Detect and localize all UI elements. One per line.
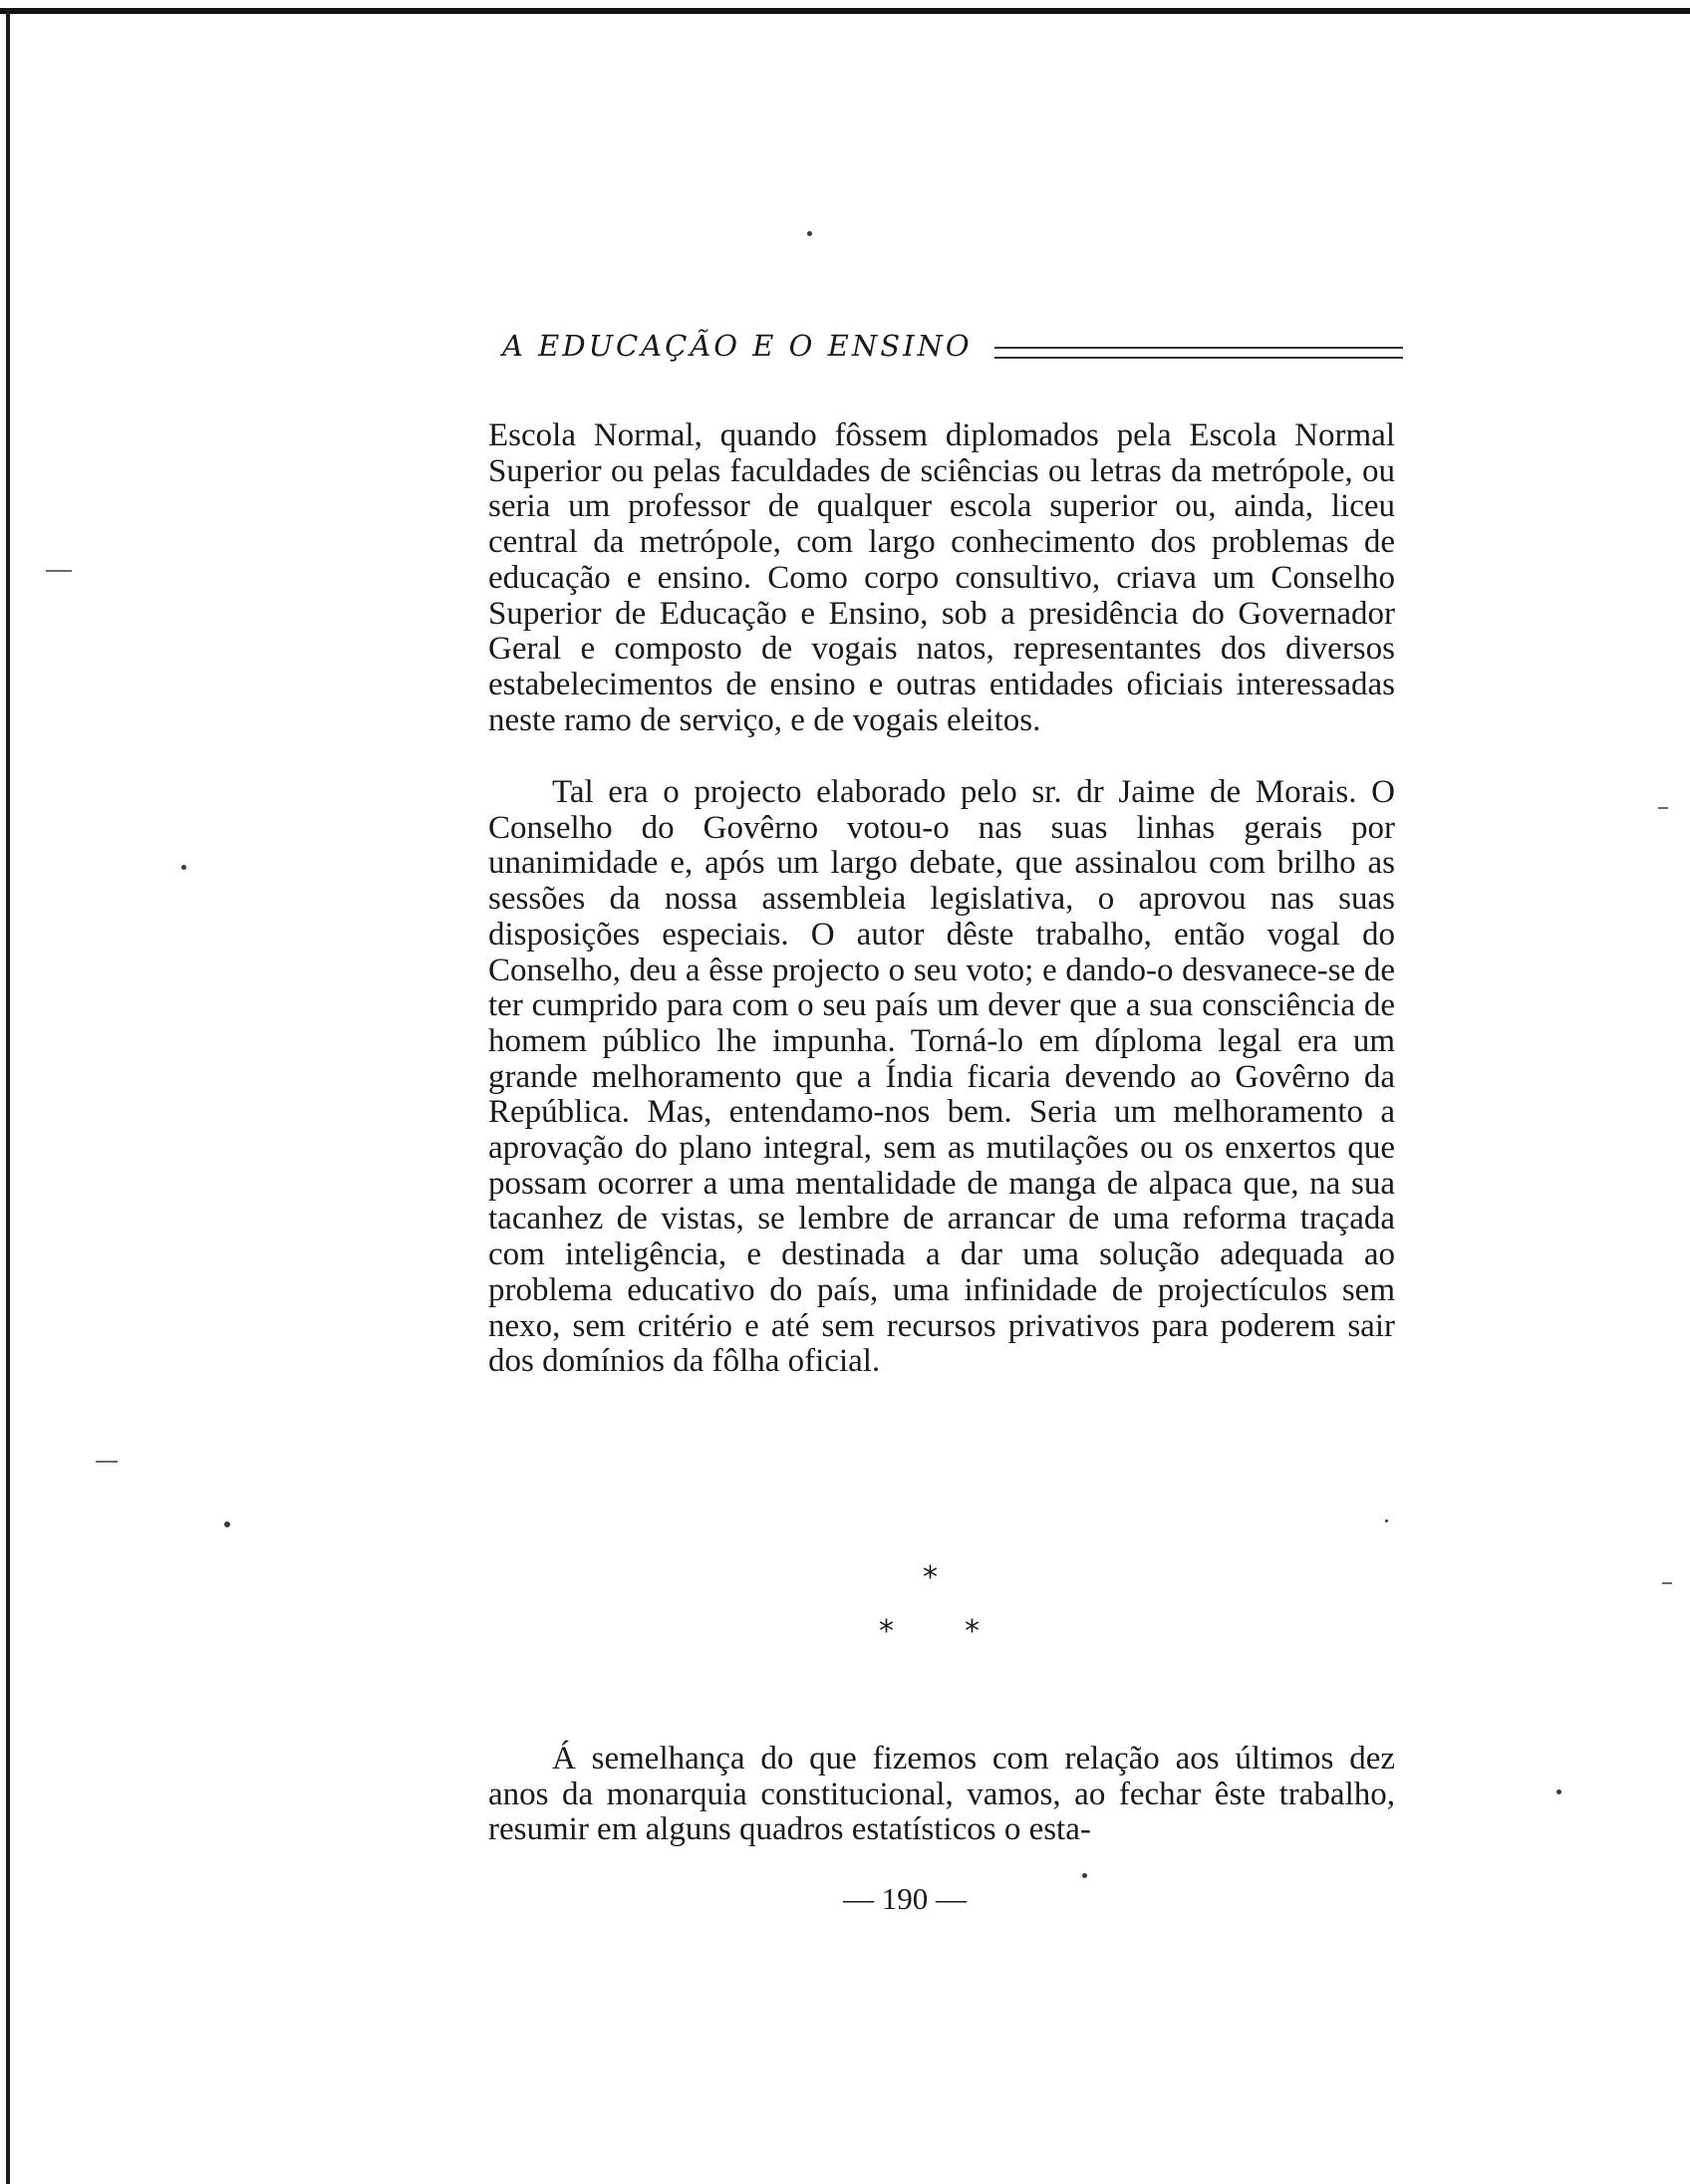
scan-speck (1556, 1789, 1561, 1794)
scan-speck (224, 1521, 230, 1527)
scan-speck (181, 865, 186, 870)
page-number: — 190 — (843, 1881, 967, 1916)
section-break-left-asterisk: * (879, 1614, 894, 1649)
scan-dash-mark (1658, 807, 1668, 809)
scan-dash-mark (1662, 1582, 1672, 1584)
scan-speck (807, 231, 812, 236)
running-header (502, 321, 1403, 371)
scan-speck (1082, 1873, 1087, 1878)
scan-border-top (0, 8, 1690, 14)
section-break-top-asterisk: * (923, 1560, 938, 1595)
header-rule (994, 347, 1403, 359)
body-paragraph (488, 418, 1395, 738)
body-paragraph (488, 775, 1395, 1380)
header-title: A EDUCAÇÃO E O ENSINO (502, 329, 973, 363)
paragraph-text: Tal era o projecto elaborado pelo sr. dr Jaime de Morais. O Conselho do Govêrno votou-o nas suas linhas gerais por unanimidade e, após um largo debate, que assinalou com brilho as sessões da nossa assembleia legislativa, o aprovou nas suas disposições especiais. O autor dêste trabalho, então vogal do Conselho, deu a êsse projecto o seu voto; e dando-o desvanece-se de ter cumprido para com o seu país um dever que a sua consciência de homem público lhe impunha. Torná-lo em díploma legal era um grande melhoramento que a Índia ficaria devendo ao Govêrno da República. Mas, entendamo-nos bem. Seria um melhoramento a aprovação do plano integral, sem as mutilações ou os enxertos que possam ocorrer a uma mentalidade de manga de alpaca que, na sua tacanhez de vistas, se lembre de arrancar de uma reforma traçada com inteligência, e destinada a dar uma solução adequada ao problema educativo do país, uma infinidade de projectículos sem nexo, sem critério e até sem recursos privativos para poderem sair dos domínios da fôlha oficial. (488, 774, 1395, 1380)
scan-speck (1385, 1519, 1388, 1522)
scan-dash-mark (46, 570, 72, 572)
body-paragraph (488, 1742, 1395, 1848)
section-break-right-asterisk: * (965, 1614, 980, 1649)
scan-dash-mark (96, 1461, 118, 1463)
paragraph-text: Escola Normal, quando fôssem diplomados pela Escola Normal Superior ou pelas faculdades de sciências ou letras da metrópole, ou seria um professor de qualquer escola superior ou, ainda, liceu central da metrópole, com largo conhecimento dos problemas de educação e ensino. Como corpo consultivo, criava um Conselho Superior de Educação e Ensino, sob a presidência do Governador Geral e composto de vogais natos, representantes dos diversos estabelecimentos de ensino e outras entidades oficiais interessadas neste ramo de serviço, e de vogais eleitos. (488, 417, 1395, 738)
scan-border-left (6, 8, 10, 2184)
paragraph-text: Á semelhança do que fizemos com relação aos últimos dez anos da monarquia constitucional, vamos, ao fechar êste trabalho, resumir em alguns quadros estatísticos o esta- (488, 1741, 1395, 1848)
